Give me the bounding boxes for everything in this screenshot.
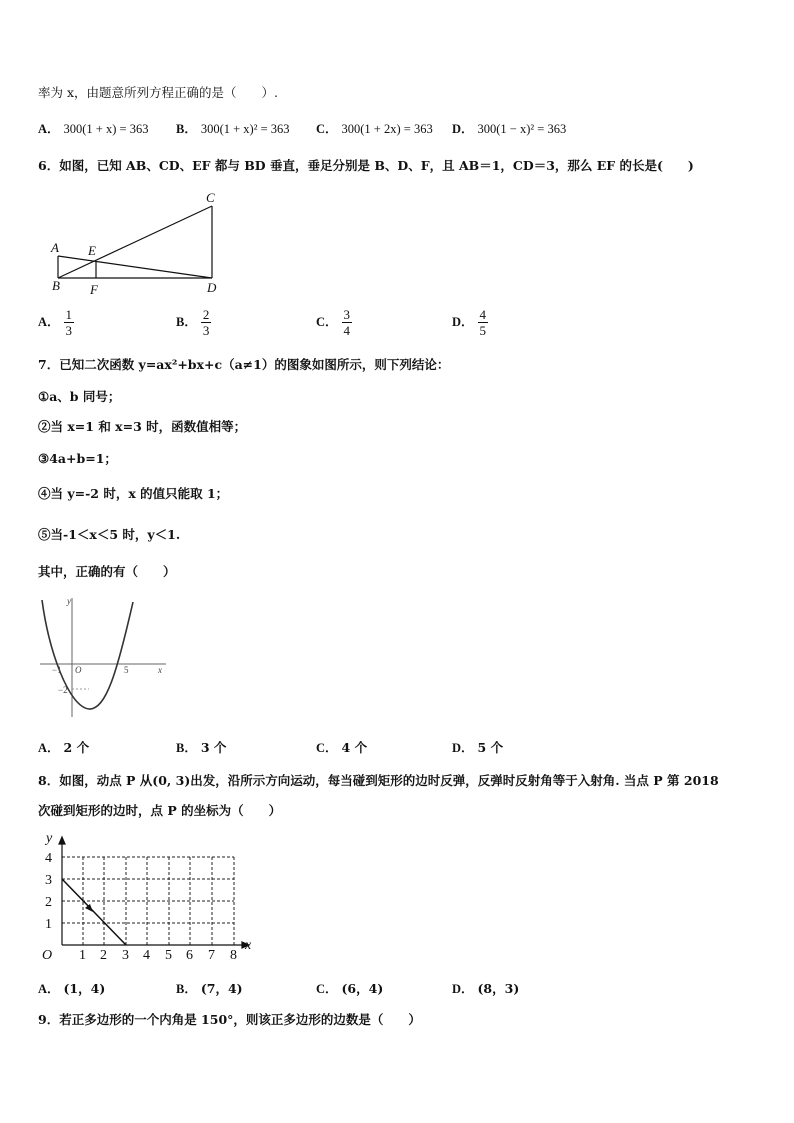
option-label: D．	[452, 982, 474, 996]
q7-statement-4: ④当 y=-2 时，x 的值只能取 1；	[38, 486, 229, 501]
q8-option-b	[176, 979, 243, 997]
fraction	[64, 307, 75, 338]
label-neg1: −1	[52, 665, 62, 675]
q6-option-a	[38, 307, 74, 338]
option-label: A．	[38, 982, 60, 996]
label-y: y	[67, 596, 71, 606]
q7-statement-5: ⑤当-1＜x＜5 时，y＜1.	[38, 527, 181, 542]
x-tick-4: 4	[143, 948, 150, 963]
label-c: C	[206, 190, 215, 205]
fraction	[478, 307, 489, 338]
q8-option-d	[452, 979, 519, 997]
numerator: 2	[202, 307, 210, 322]
option-label: C．	[316, 122, 338, 136]
q7-option-d	[452, 738, 503, 756]
q7-option-b	[176, 738, 226, 756]
x-tick-1: 1	[79, 948, 86, 963]
y-tick-4: 4	[45, 851, 52, 866]
q5-option-c	[316, 119, 433, 137]
numerator: 4	[479, 307, 487, 322]
y-tick-1: 1	[45, 917, 52, 932]
label-neg2: −2	[58, 685, 68, 695]
option-text: 300(1 + x)² = 363	[200, 122, 290, 136]
denominator: 3	[202, 323, 210, 338]
y-tick-3: 3	[45, 873, 52, 888]
direction-arrow	[85, 904, 93, 912]
parabola-curve	[42, 600, 133, 709]
option-text: 300(1 + x) = 363	[63, 122, 149, 136]
q7-question: 其中，正确的有（ ）	[38, 564, 176, 579]
option-label: C．	[316, 741, 338, 755]
grid-lines	[62, 857, 234, 945]
label-d: D	[207, 280, 217, 295]
q7-parabola-graph	[34, 592, 174, 722]
q5-option-d	[452, 119, 566, 137]
option-text: 3 个	[200, 740, 227, 755]
option-text: (6，4)	[341, 981, 384, 996]
y-tick-2: 2	[45, 895, 52, 910]
x-tick-7: 7	[208, 948, 215, 963]
option-label: D．	[452, 122, 474, 136]
q7-statement-2: ②当 x=1 和 x=3 时，函数值相等；	[38, 419, 247, 434]
x-tick-3: 3	[122, 948, 129, 963]
option-label: D．	[452, 315, 474, 329]
fraction	[342, 307, 353, 338]
option-label: A．	[38, 315, 60, 329]
numerator: 1	[65, 307, 73, 322]
q7-statement-3: ③4a+b=1；	[38, 451, 117, 466]
q6-option-d	[452, 307, 488, 338]
denominator: 4	[343, 323, 351, 338]
x-tick-5: 5	[165, 948, 172, 963]
option-label: C．	[316, 315, 338, 329]
option-label: B．	[176, 982, 197, 996]
option-label: B．	[176, 122, 197, 136]
option-text: 300(1 − x)² = 363	[477, 122, 567, 136]
q7-option-c	[316, 738, 367, 756]
q6-stem: 6．如图，已知 AB、CD、EF 都与 BD 垂直，垂足分别是 B、D、F，且 AB＝1，CD＝3，那么 EF 的长是( )	[38, 158, 694, 173]
option-label: C．	[316, 982, 338, 996]
label-f: F	[90, 282, 98, 297]
option-label: A．	[38, 741, 60, 755]
option-text: (7，4)	[200, 981, 243, 996]
label-a: A	[51, 240, 59, 255]
label-x: x	[158, 665, 162, 675]
option-text: 4 个	[341, 740, 368, 755]
y-axis-arrow	[59, 837, 65, 844]
x-tick-8: 8	[230, 948, 237, 963]
q8-option-c	[316, 979, 383, 997]
q5-option-b	[176, 119, 290, 137]
q7-stem: 7．已知二次函数 y=ax²+bx+c（a≠1）的图象如图所示，则下列结论：	[38, 357, 450, 372]
option-label: B．	[176, 741, 197, 755]
option-text: (1，4)	[63, 981, 106, 996]
q6-option-b	[176, 307, 211, 338]
q5-option-a	[38, 119, 148, 137]
label-e: E	[88, 243, 96, 258]
q8-grid-figure	[34, 828, 260, 968]
q6-option-c	[316, 307, 352, 338]
q8-option-a	[38, 979, 105, 997]
x-tick-6: 6	[186, 948, 193, 963]
path-p	[62, 879, 126, 945]
q8-stem-line2: 次碰到矩形的边时，点 P 的坐标为（ ）	[38, 803, 282, 818]
option-label: D．	[452, 741, 474, 755]
option-text: 5 个	[477, 740, 504, 755]
q7-statement-1: ①a、b 同号；	[38, 389, 121, 404]
label-x: x	[245, 938, 252, 953]
label-y: y	[46, 831, 53, 846]
option-text: 2 个	[63, 740, 90, 755]
x-tick-2: 2	[100, 948, 107, 963]
label-b: B	[52, 278, 60, 293]
denominator: 5	[479, 323, 487, 338]
label-five: 5	[124, 665, 129, 675]
label-o: O	[42, 948, 53, 963]
q7-option-a	[38, 738, 89, 756]
option-text: 300(1 + 2x) = 363	[341, 122, 433, 136]
q6-triangle-figure	[44, 186, 234, 302]
option-label: A．	[38, 122, 60, 136]
option-label: B．	[176, 315, 197, 329]
option-text: (8，3)	[477, 981, 520, 996]
q8-stem-line1: 8．如图，动点 P 从(0, 3)出发，沿所示方向运动，每当碰到矩形的边时反弹，反弹时反射角等于入射角. 当点 P 第 2018	[38, 773, 719, 788]
denominator: 3	[65, 323, 73, 338]
numerator: 3	[343, 307, 351, 322]
q5-intro: 率为 x，由题意所列方程正确的是（ ）.	[38, 85, 278, 100]
label-o: O	[75, 665, 82, 675]
q9-stem: 9．若正多边形的一个内角是 150°，则该正多边形的边数是（ ）	[38, 1012, 421, 1027]
fraction	[201, 307, 212, 338]
